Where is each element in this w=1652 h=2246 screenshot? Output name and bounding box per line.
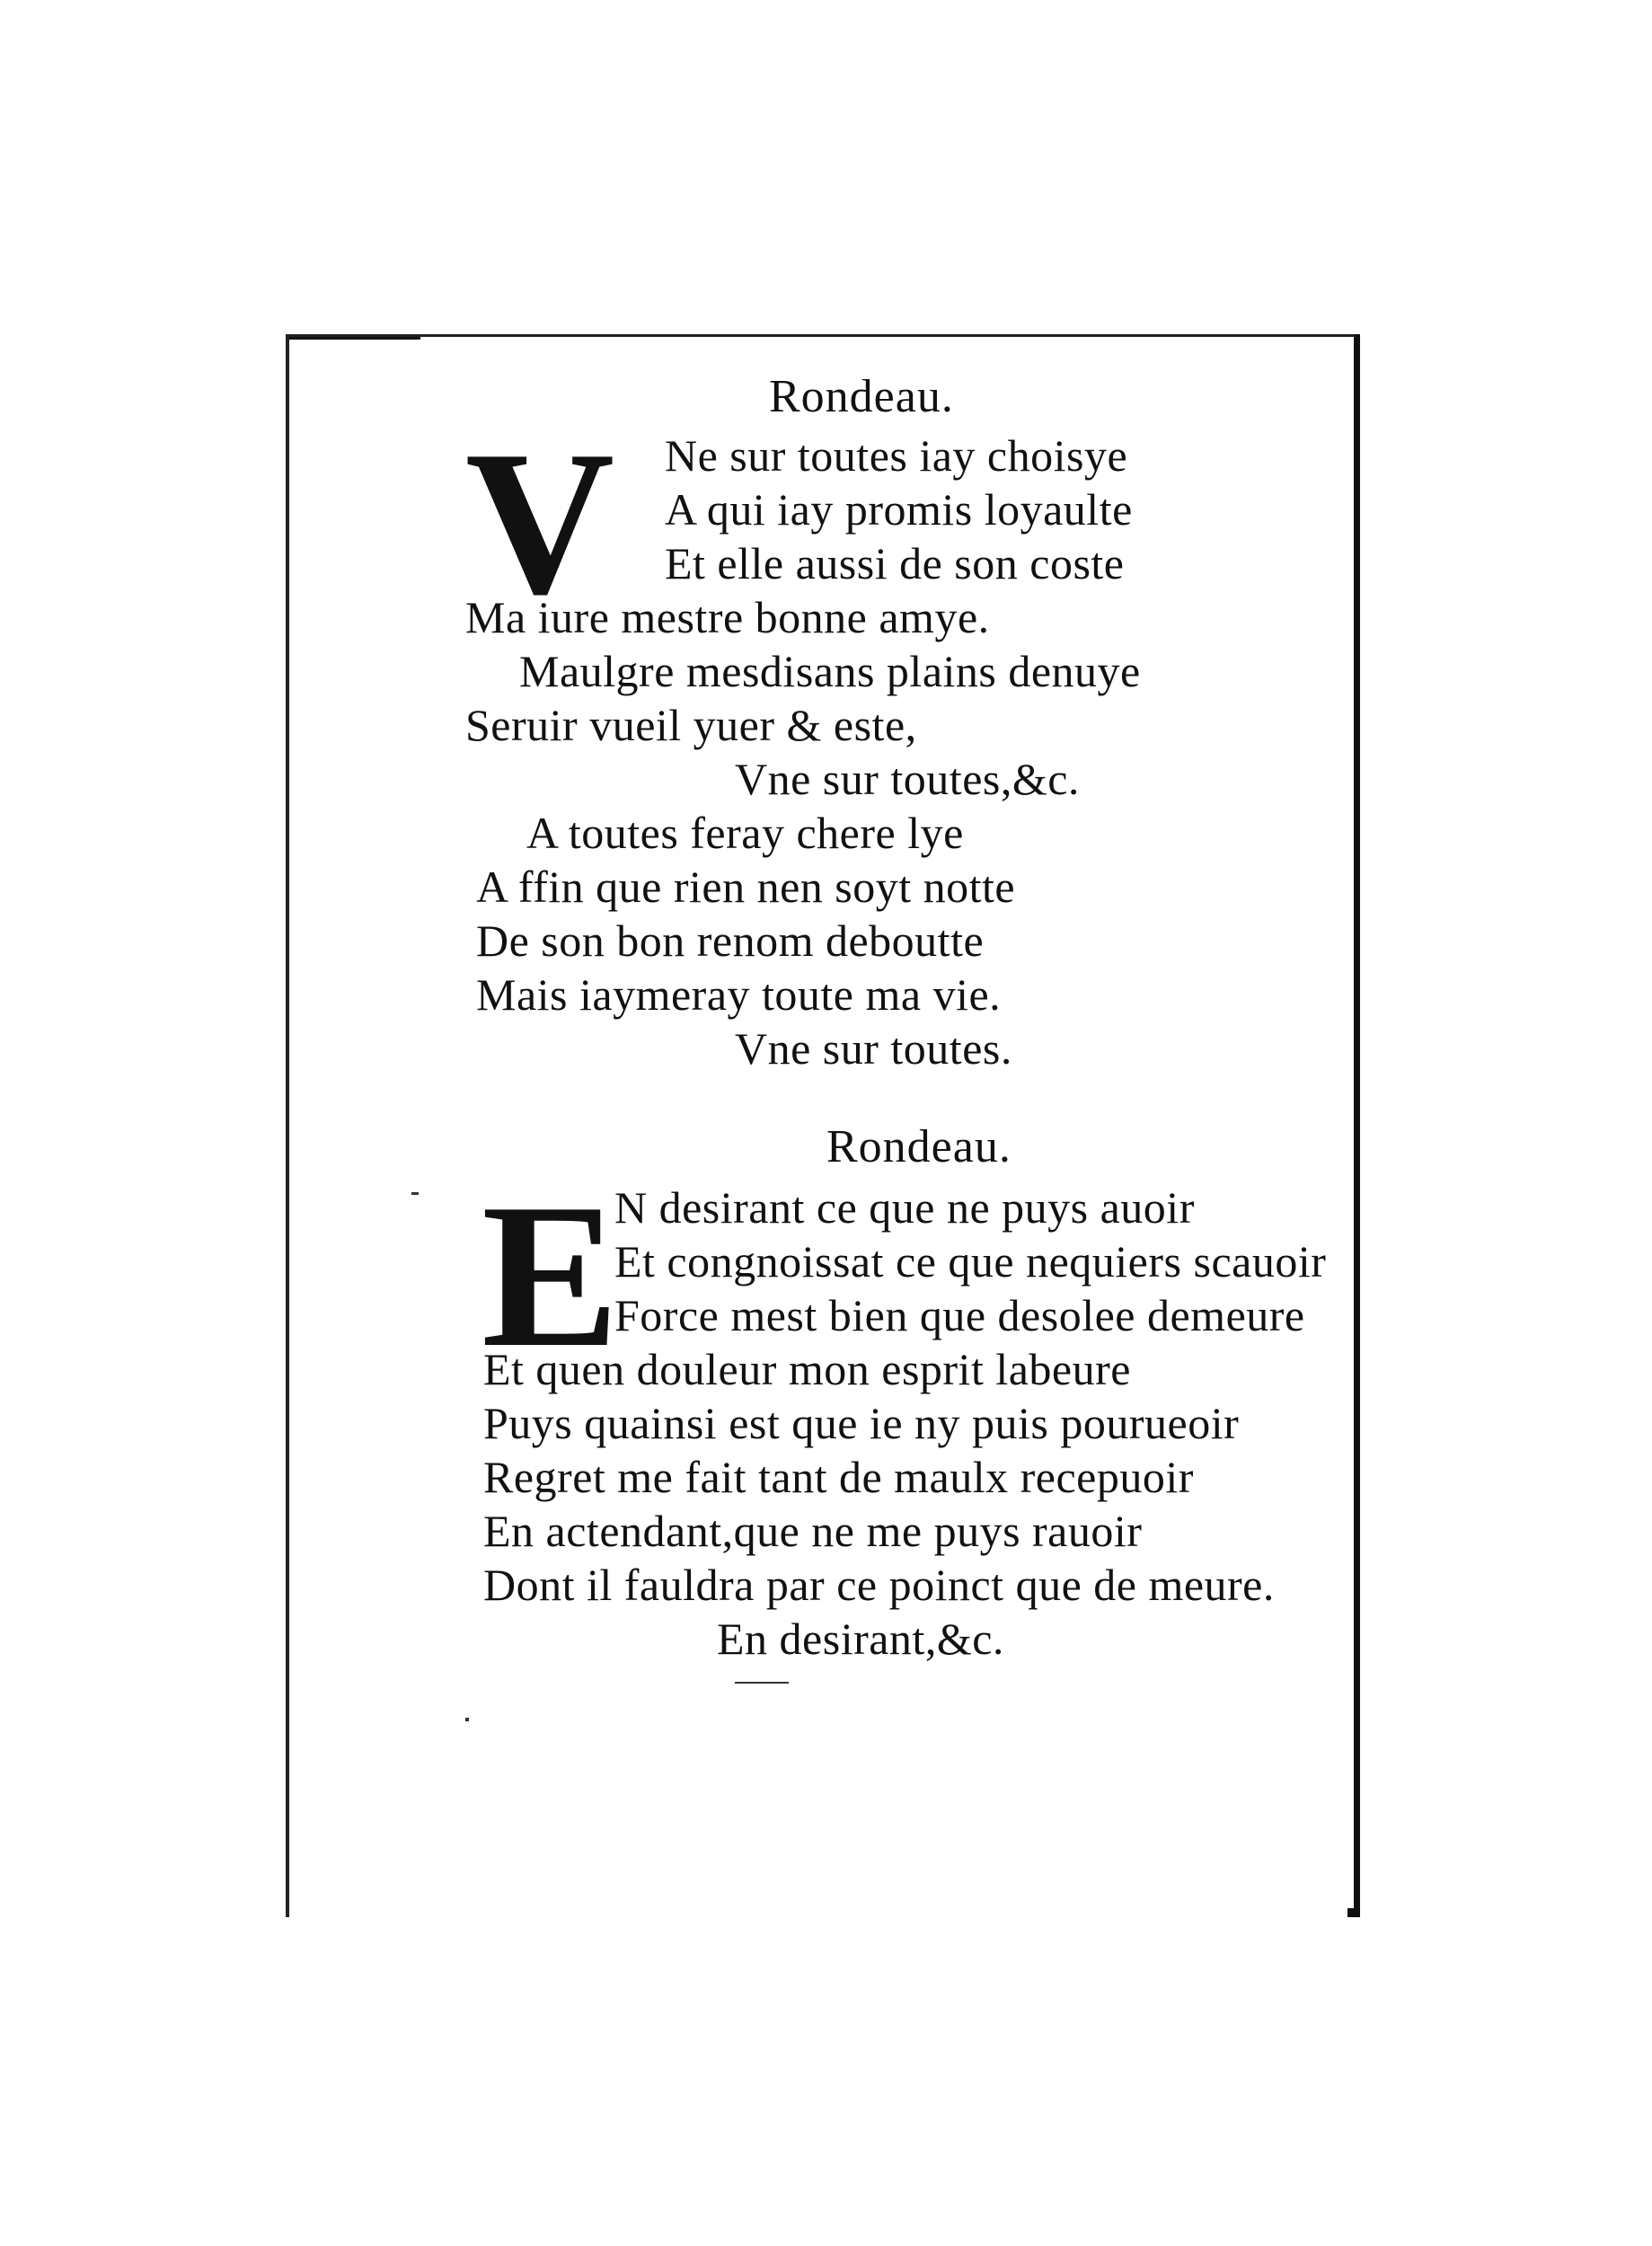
poem2-line-8: Dont il fauldra par ce poinct que de meure. [483, 1560, 1275, 1610]
poem1-line-7: A toutes feray chere lye [526, 808, 964, 858]
poem2-refrain: En desirant,&c. [717, 1614, 1004, 1664]
ink-speck [411, 1192, 419, 1195]
ink-speck [735, 1682, 789, 1684]
poem1-line-2: A qui iay promis loyaulte [665, 484, 1133, 535]
page-border-top-accent [286, 337, 420, 340]
poem1-line-3: Et elle aussi de son coste [665, 538, 1125, 588]
poem1-line-6: Seruir vueil yuer & este, [465, 700, 917, 750]
poem1-refrain-2: Vne sur toutes. [735, 1023, 1012, 1074]
poem1-line-1: Ne sur toutes iay choisye [665, 430, 1128, 481]
poem1-dropcap: V [465, 408, 615, 637]
poem1-line-9: De son bon renom deboutte [476, 915, 985, 966]
poem1-line-5: Maulgre mesdisans plains denuye [519, 646, 1141, 696]
poem2-line-4: Et quen douleur mon esprit labeure [483, 1344, 1131, 1394]
poem1-refrain-1: Vne sur toutes,&c. [735, 754, 1080, 804]
poem2-dropcap: E [481, 1161, 620, 1390]
page-border-top [286, 334, 1355, 337]
poem2-line-3: Force mest bien que desolee demeure [614, 1290, 1305, 1340]
ink-speck [465, 1718, 469, 1721]
poem2-line-1: N desirant ce que ne puys auoir [614, 1182, 1195, 1233]
poem1-line-8: A ffin que rien nen soyt notte [476, 862, 1016, 912]
poem2-title: Rondeau. [826, 1121, 1012, 1172]
page-border-right [1354, 334, 1360, 1908]
poem2-line-7: En actendant,que ne me puys rauoir [483, 1506, 1143, 1556]
poem2-line-6: Regret me fait tant de maulx recepuoir [483, 1452, 1194, 1502]
printed-page [286, 334, 1360, 1917]
poem2-line-5: Puys quainsi est que ie ny puis pourueoir [483, 1398, 1240, 1448]
poem1-title: Rondeau. [769, 371, 954, 422]
page-border-left [286, 334, 289, 1917]
poem1-line-10: Mais iaymeray toute ma vie. [476, 969, 1002, 1020]
poem1-line-4: Ma iure mestre bonne amye. [465, 592, 990, 642]
page-border-right-foot [1347, 1908, 1360, 1917]
poem2-line-2: Et congnoissat ce que nequiers scauoir [614, 1236, 1327, 1287]
